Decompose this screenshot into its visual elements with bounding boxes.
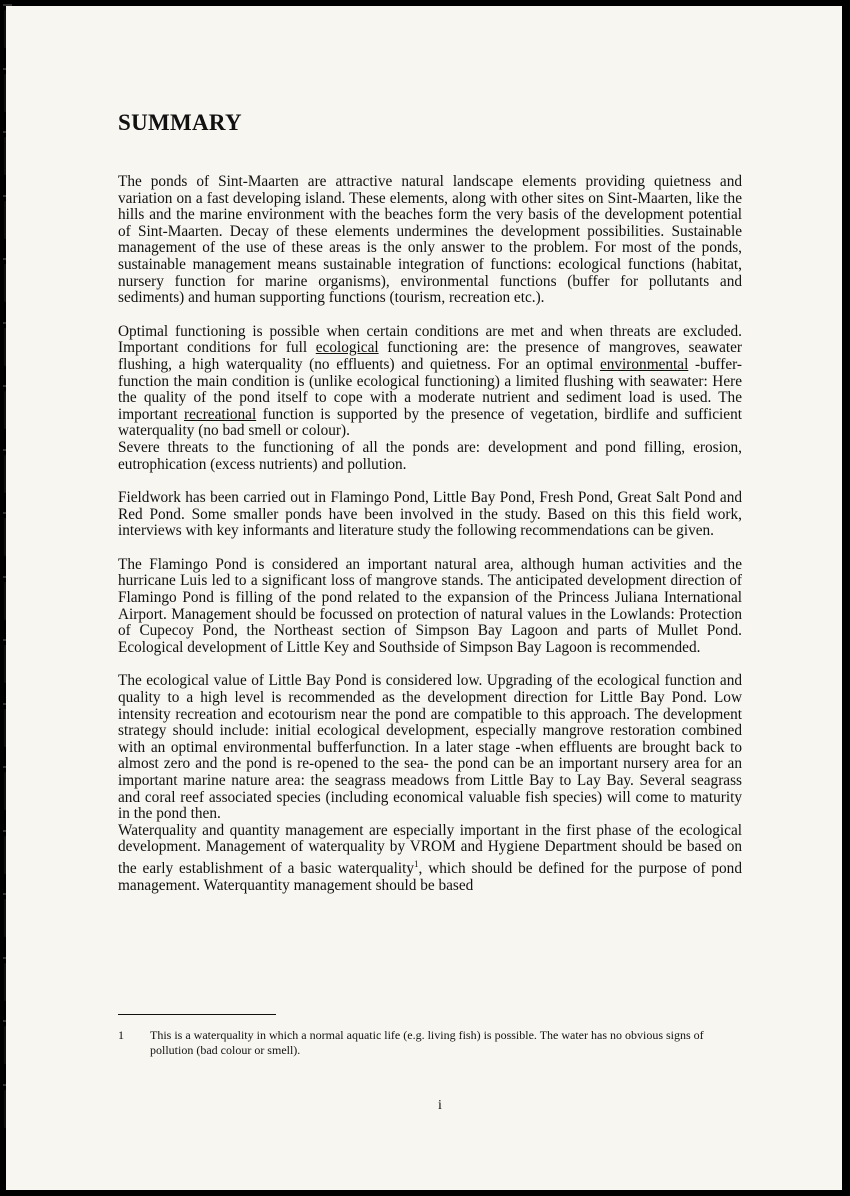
- summary-section: [118, 110, 742, 894]
- text-run: -buffer- function the main condition is (unlike ecological functioning) a limited flushing with seawater: Here the quality of the pond itself to cope with a moderate nutrient and sediment load is used. The important: [118, 355, 742, 423]
- paragraph-7: [118, 823, 742, 894]
- text-run: Waterquality and quantity management are especially important in the first phase of the ecological development. Management of waterquality by VROM and Hygiene Department should be based on the early establishment of a basic waterquality: [118, 821, 742, 878]
- emphasis-term: environmental: [599, 355, 689, 373]
- emphasis-term: ecological: [315, 339, 379, 357]
- text-run: functioning are: the presence of mangroves, seawater flushing, a high waterquality (no effluents) and quietness. For an optimal: [118, 339, 742, 373]
- footnote-divider: [118, 1014, 276, 1015]
- text-run: Optimal functioning is possible when certain conditions are met and when threats are excluded. Important conditions for full: [118, 322, 742, 357]
- emphasis-term: recreational: [184, 405, 257, 423]
- paragraph-1: [118, 174, 742, 307]
- footnote-number: 1: [118, 1028, 124, 1042]
- text-run: The ecological value of Little Bay Pond is considered low. Upgrading of the ecological function and quality to a high level is recommended as the development direction for Little Bay Pond. Low intensity recreation and ecotourism near the pond are compatible to this approach. The development strategy should include: initial ecological development, especially mangrove restoration combined with an optimal environmental bufferfunction. In a later stage -when effluents are brought back to almost zero and the pond is re-opened to the sea- the pond can be an important nursery area for an important marine nature area: the seagrass meadows from Little Bay to Lay Bay. Several seagrass and coral reef associated species (including economical valuable fish species) will come to maturity in the pond then.: [118, 672, 742, 823]
- text-run: The ponds of Sint-Maarten are attractive natural landscape elements providing quietness and variation on a fast developing island. These elements, along with other sites on Sint-Maarten, like the hills and the marine environment with the beaches form the very basis of the development potential of Sint-Maarten. Decay of these elements undermines the development possibilities. Sustainable management of the use of these areas is the only answer to the problem. For most of the ponds, sustainable management means sustainable integration of functions: ecological functions (habitat, nursery function for marine organisms), environmental functions (buffer for pollutants and sediments) and human supporting functions (tourism, recreation etc.).: [118, 173, 742, 307]
- text-run: function is supported by the presence of vegetation, birdlife and sufficient waterquality (no bad smell or colour).: [118, 405, 742, 440]
- paragraph-5: [118, 557, 742, 657]
- paragraph-6: [118, 673, 742, 822]
- text-run: Fieldwork has been carried out in Flamingo Pond, Little Bay Pond, Fresh Pond, Great Salt Pond and Red Pond. Some smaller ponds have been involved in the study. Based on this this field work, interviews with key informants and literature study the following recommendations can be given.: [118, 489, 742, 540]
- text-run: Severe threats to the functioning of all the ponds are: development and pond filling, erosion, eutrophication (excess nutrients) and pollution.: [118, 438, 742, 473]
- footnote: [118, 1028, 718, 1058]
- page-number: i: [438, 1098, 442, 1113]
- text-run: The Flamingo Pond is considered an important natural area, although human activities and the hurricane Luis led to a significant loss of mangrove stands. The anticipated development direction of Flamingo Pond is filling of the pond related to the expansion of the Princess Juliana International Airport. Management should be focussed on protection of natural values in the Lowlands: Protection of Cupecoy Pond, the Northeast section of Simpson Bay Lagoon and parts of Mullet Pond. Ecological development of Little Key and Southside of Simpson Bay Lagoon is recommended.: [118, 555, 742, 656]
- footnote-text: This is a waterquality in which a normal aquatic life (e.g. living fish) is possible. The water has no obvious signs of pollution (bad colour or smell).: [150, 1028, 704, 1057]
- text-run: , which should be defined for the purpose of pond management. Waterquantity management should be based: [118, 860, 742, 894]
- footnote-ref: 1: [414, 858, 419, 869]
- paragraph-3: [118, 440, 742, 473]
- paragraph-2: [118, 324, 742, 440]
- page-title: SUMMARY: [118, 110, 242, 135]
- paragraph-4: [118, 490, 742, 540]
